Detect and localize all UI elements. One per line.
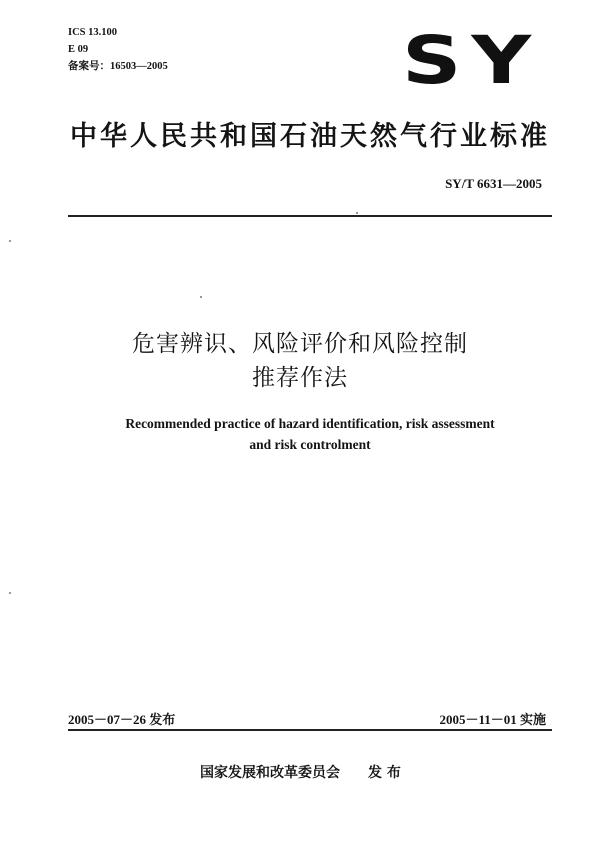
scan-speck [9,240,11,242]
ics-code: ICS 13.100 [68,27,118,38]
publisher-line [200,762,401,782]
standard-title: 中华人民共和国石油天然气行业标准 [70,121,550,152]
scan-speck [200,296,202,298]
classification-code: E 09 [68,44,89,55]
document-title-english [50,413,570,455]
scan-speck [9,592,11,594]
implementation-date: 2005－11－01 实施 [439,712,546,727]
standard-number: SY/T 6631—2005 [445,176,542,191]
document-title-chinese [50,327,550,395]
title-cn-line-1: 危害辨识、风险评价和风险控制 [132,331,468,357]
filing-number: 备案号：16503—2005 [68,61,168,72]
title-en-line-1: Recommended practice of hazard identification, risk assessment [125,416,495,431]
title-en-line-2: and risk controlment [249,437,371,452]
scan-speck [356,212,358,214]
publish-action: 发 布 [368,765,401,781]
title-cn-line-2: 推荐作法 [252,365,348,391]
document-metadata [68,24,168,75]
issue-date: 2005－07－26 发布 [68,712,176,727]
top-divider [68,215,552,217]
sy-logo: SY [402,22,542,99]
publisher-name: 国家发展和改革委员会 [200,765,340,781]
bottom-divider [68,729,552,731]
